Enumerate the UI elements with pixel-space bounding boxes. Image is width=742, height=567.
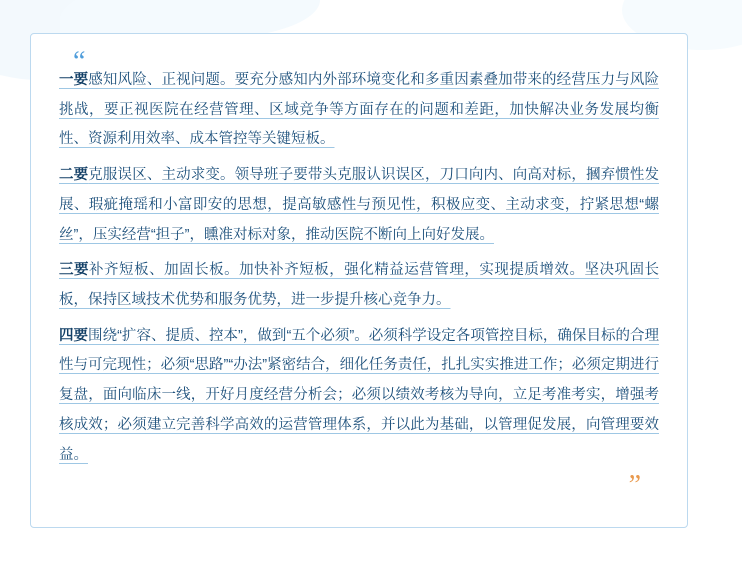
quote-body bbox=[59, 66, 659, 470]
quote-close-icon: ” bbox=[628, 470, 641, 502]
paragraph-3 bbox=[59, 256, 659, 315]
quote-card bbox=[30, 33, 688, 528]
paragraph-2 bbox=[59, 161, 659, 250]
paragraph-4-text: 围绕“扩容、提质、控本”，做到“五个必须”。必须科学设定各项管控目标，确保目标的合理性与可完现性；必须“思路”“办法”紧密结合，细化任务责任，扎扎实实推进工作；必须定期进行复盘，面向临床一线，开好月度经营分析会；必须以绩效考核为导向，立足考准考实，增强考核成效；必须建立完善科学高效的运营管理体系，并以此为基础，以管理促发展，向管理要效益。 bbox=[59, 327, 660, 463]
paragraph-4 bbox=[59, 322, 659, 471]
paragraph-2-lead: 二要 bbox=[59, 167, 89, 184]
paragraph-2-text: 克服误区、主动求变。领导班子要带头克服认识误区，刀口向内、向高对标，摑弃惯性发展、瑕疵掩瑶和小富即安的思想，提高敏感性与预见性，积极应变、主动求变，拧紧思想“螺丝”，压实经营“担子”，矄准对标对象，推动医院不断向上向好发展。 bbox=[59, 167, 660, 243]
paragraph-3-text: 补齐短板、加固长板。加快补齐短板，强化精益运营管理，实现提质增效。坚决巩固长板，保持区域技术优势和服务优势，进一步提升核心竞争力。 bbox=[59, 262, 660, 309]
paragraph-4-lead: 四要 bbox=[59, 327, 89, 344]
paragraph-1 bbox=[59, 66, 659, 155]
paragraph-1-lead: 一要 bbox=[59, 72, 89, 88]
quote-open-icon: “ bbox=[73, 46, 86, 77]
paragraph-3-lead: 三要 bbox=[59, 262, 90, 279]
paragraph-1-text: 感知风险、正视问题。要充分感知内外部环境变化和多重因素叠加带来的经营压力与风险挑战，要正视医院在经营管理、区域竞争等方面存在的问题和差距，加快解决业务发展均衡性、资源利用效率、成本管控等关键短板。 bbox=[59, 72, 660, 148]
